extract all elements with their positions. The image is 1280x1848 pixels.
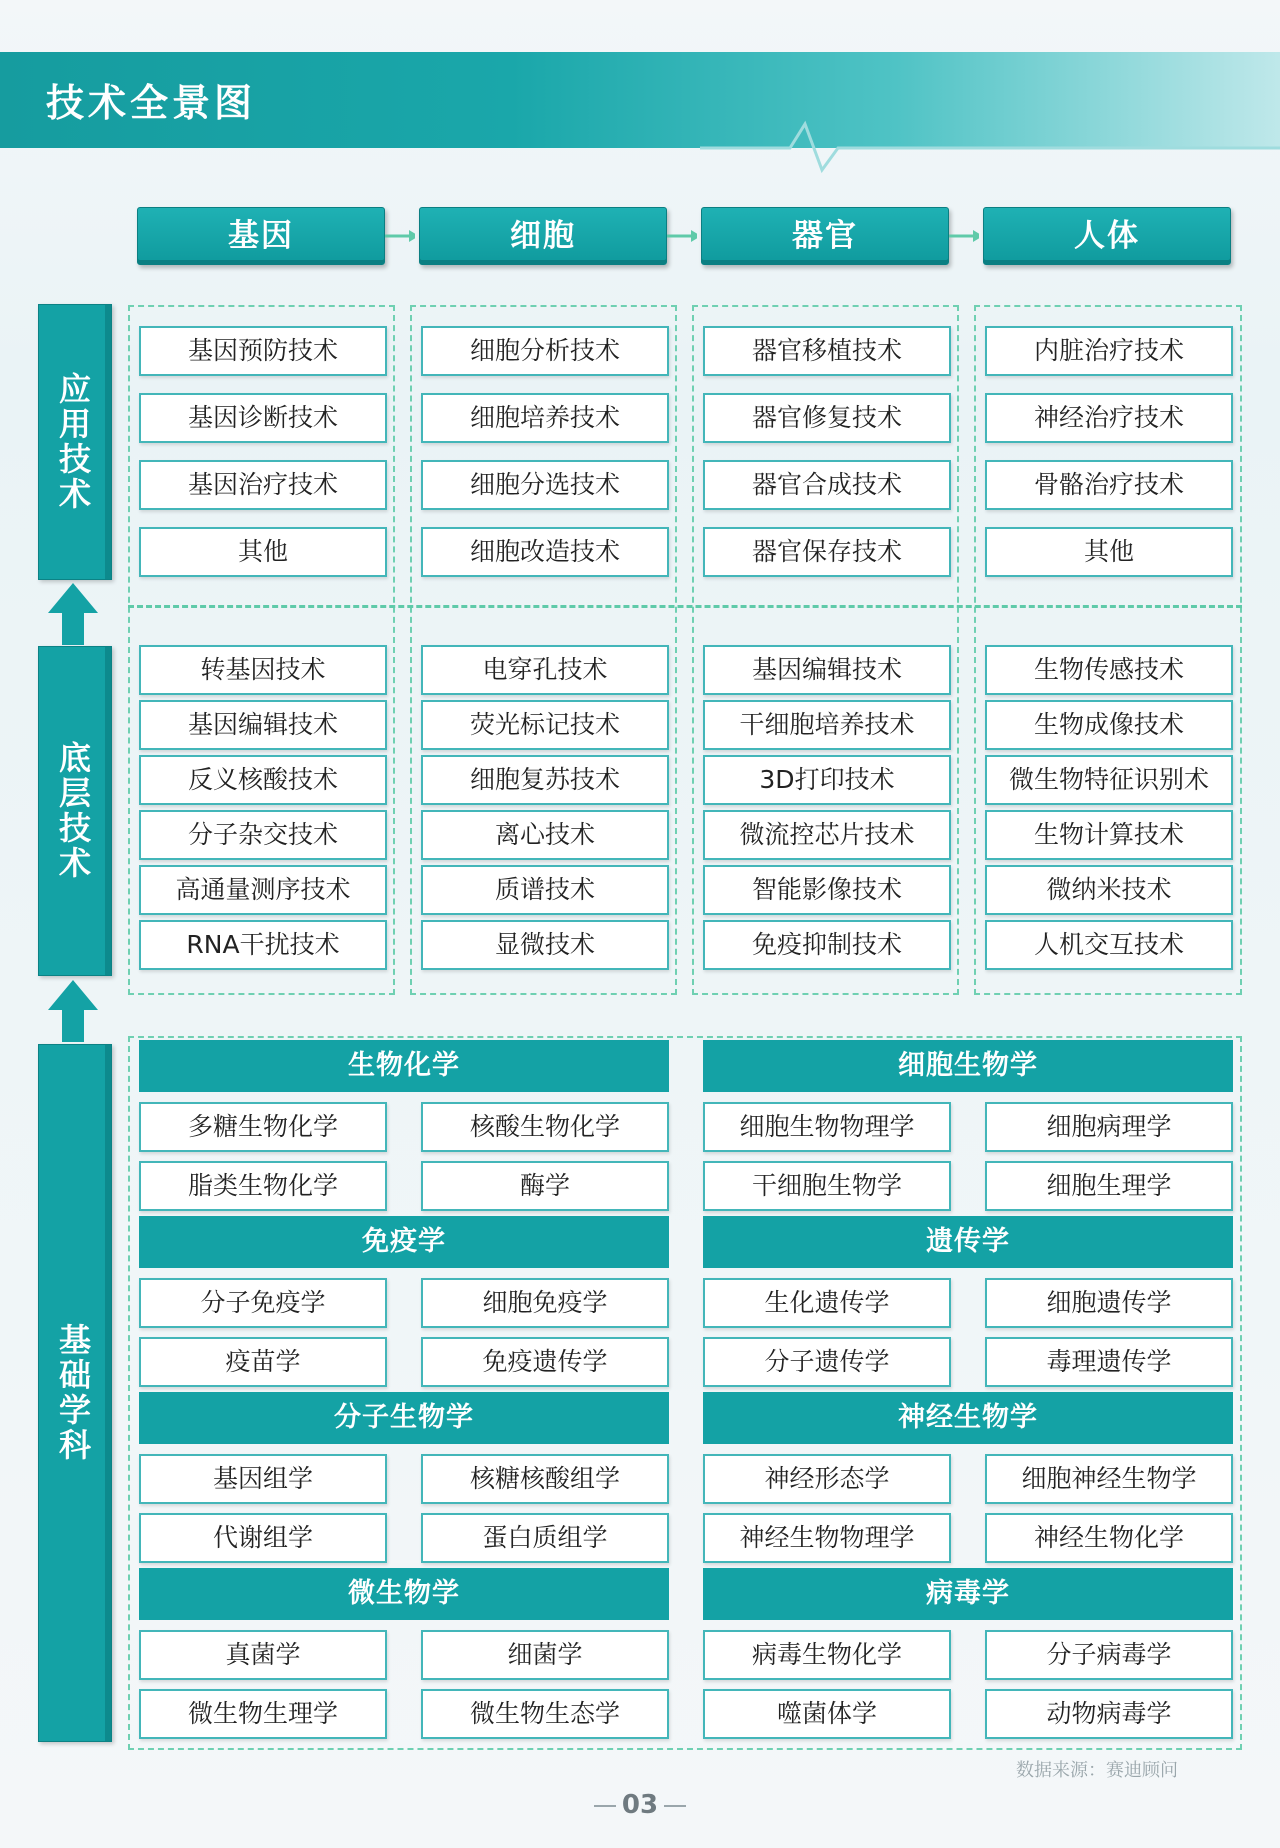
discipline-header: 神经生物学 bbox=[703, 1392, 1233, 1444]
foundation-tech-box: 荧光标记技术 bbox=[421, 700, 669, 750]
application-tech-box: 细胞改造技术 bbox=[421, 527, 669, 577]
foundation-tech-box: 离心技术 bbox=[421, 810, 669, 860]
up-arrow-icon bbox=[48, 583, 98, 645]
application-tech-box: 基因治疗技术 bbox=[139, 460, 387, 510]
application-tech-box: 基因诊断技术 bbox=[139, 393, 387, 443]
application-tech-box: 基因预防技术 bbox=[139, 326, 387, 376]
foundation-tech-box: 生物传感技术 bbox=[985, 645, 1233, 695]
application-tech-box: 细胞培养技术 bbox=[421, 393, 669, 443]
foundation-tech-box: 微纳米技术 bbox=[985, 865, 1233, 915]
foundation-tech-box: 微生物特征识别术 bbox=[985, 755, 1233, 805]
stage-header-0: 基因 bbox=[137, 207, 385, 265]
foundation-tech-box: 微流控芯片技术 bbox=[703, 810, 951, 860]
stage-header-3: 人体 bbox=[983, 207, 1231, 265]
sidebar-application-label: 应用技术 bbox=[58, 370, 91, 513]
application-tech-box: 器官移植技术 bbox=[703, 326, 951, 376]
section-divider bbox=[128, 605, 1242, 608]
foundation-tech-box: 人机交互技术 bbox=[985, 920, 1233, 970]
discipline-item: 噬菌体学 bbox=[703, 1689, 951, 1739]
discipline-header: 免疫学 bbox=[139, 1216, 669, 1268]
discipline-item: 多糖生物化学 bbox=[139, 1102, 387, 1152]
discipline-item: 真菌学 bbox=[139, 1630, 387, 1680]
foundation-tech-box: 智能影像技术 bbox=[703, 865, 951, 915]
page-number-text: 03 bbox=[621, 1790, 659, 1820]
application-tech-box: 细胞分选技术 bbox=[421, 460, 669, 510]
data-source: 数据来源：赛迪顾问 bbox=[1016, 1760, 1178, 1781]
sidebar-application bbox=[38, 304, 112, 580]
discipline-item: 神经生物化学 bbox=[985, 1513, 1233, 1563]
discipline-header: 生物化学 bbox=[139, 1040, 669, 1092]
foundation-tech-box: 反义核酸技术 bbox=[139, 755, 387, 805]
discipline-item: 酶学 bbox=[421, 1161, 669, 1211]
discipline-item: 蛋白质组学 bbox=[421, 1513, 669, 1563]
stage-header-1: 细胞 bbox=[419, 207, 667, 265]
discipline-item: 微生物生理学 bbox=[139, 1689, 387, 1739]
foundation-tech-box: 基因编辑技术 bbox=[139, 700, 387, 750]
discipline-item: 基因组学 bbox=[139, 1454, 387, 1504]
discipline-item: 脂类生物化学 bbox=[139, 1161, 387, 1211]
discipline-header: 细胞生物学 bbox=[703, 1040, 1233, 1092]
discipline-item: 神经形态学 bbox=[703, 1454, 951, 1504]
page-number bbox=[0, 1790, 1280, 1820]
arrow-right-icon bbox=[667, 227, 697, 245]
arrow-right-icon bbox=[949, 227, 979, 245]
discipline-header: 分子生物学 bbox=[139, 1392, 669, 1444]
foundation-tech-box: 细胞复苏技术 bbox=[421, 755, 669, 805]
discipline-item: 分子免疫学 bbox=[139, 1278, 387, 1328]
application-tech-box: 内脏治疗技术 bbox=[985, 326, 1233, 376]
discipline-item: 细胞神经生物学 bbox=[985, 1454, 1233, 1504]
foundation-tech-box: 高通量测序技术 bbox=[139, 865, 387, 915]
sidebar-foundation-label: 底层技术 bbox=[58, 739, 91, 882]
foundation-tech-box: 生物计算技术 bbox=[985, 810, 1233, 860]
banner-pulse-line bbox=[700, 118, 1280, 178]
application-tech-box: 器官保存技术 bbox=[703, 527, 951, 577]
discipline-item: 细胞生理学 bbox=[985, 1161, 1233, 1211]
up-arrow-icon bbox=[48, 980, 98, 1042]
foundation-tech-box: 显微技术 bbox=[421, 920, 669, 970]
discipline-item: 细菌学 bbox=[421, 1630, 669, 1680]
discipline-item: 毒理遗传学 bbox=[985, 1337, 1233, 1387]
discipline-item: 动物病毒学 bbox=[985, 1689, 1233, 1739]
discipline-item: 微生物生态学 bbox=[421, 1689, 669, 1739]
application-tech-box: 其他 bbox=[139, 527, 387, 577]
discipline-item: 生化遗传学 bbox=[703, 1278, 951, 1328]
application-tech-box: 器官合成技术 bbox=[703, 460, 951, 510]
application-tech-box: 细胞分析技术 bbox=[421, 326, 669, 376]
discipline-item: 代谢组学 bbox=[139, 1513, 387, 1563]
discipline-item: 细胞病理学 bbox=[985, 1102, 1233, 1152]
foundation-tech-box: 基因编辑技术 bbox=[703, 645, 951, 695]
discipline-item: 病毒生物化学 bbox=[703, 1630, 951, 1680]
discipline-item: 核酸生物化学 bbox=[421, 1102, 669, 1152]
discipline-item: 细胞遗传学 bbox=[985, 1278, 1233, 1328]
foundation-tech-box: 生物成像技术 bbox=[985, 700, 1233, 750]
application-tech-box: 神经治疗技术 bbox=[985, 393, 1233, 443]
discipline-item: 分子遗传学 bbox=[703, 1337, 951, 1387]
discipline-item: 神经生物物理学 bbox=[703, 1513, 951, 1563]
foundation-tech-box: 3D打印技术 bbox=[703, 755, 951, 805]
discipline-item: 核糖核酸组学 bbox=[421, 1454, 669, 1504]
page-title: 技术全景图 bbox=[46, 81, 257, 125]
stage-header-2: 器官 bbox=[701, 207, 949, 265]
application-tech-box: 骨骼治疗技术 bbox=[985, 460, 1233, 510]
foundation-tech-box: 干细胞培养技术 bbox=[703, 700, 951, 750]
discipline-item: 细胞免疫学 bbox=[421, 1278, 669, 1328]
foundation-tech-box: 电穿孔技术 bbox=[421, 645, 669, 695]
discipline-item: 分子病毒学 bbox=[985, 1630, 1233, 1680]
foundation-tech-box: 免疫抑制技术 bbox=[703, 920, 951, 970]
application-tech-box: 其他 bbox=[985, 527, 1233, 577]
sidebar-foundation bbox=[38, 646, 112, 976]
sidebar-basic-disciplines bbox=[38, 1044, 112, 1742]
sidebar-basic-label: 基础学科 bbox=[58, 1321, 91, 1464]
discipline-item: 干细胞生物学 bbox=[703, 1161, 951, 1211]
discipline-header: 病毒学 bbox=[703, 1568, 1233, 1620]
application-tech-box: 器官修复技术 bbox=[703, 393, 951, 443]
discipline-header: 遗传学 bbox=[703, 1216, 1233, 1268]
foundation-tech-box: 分子杂交技术 bbox=[139, 810, 387, 860]
discipline-item: 免疫遗传学 bbox=[421, 1337, 669, 1387]
foundation-tech-box: 转基因技术 bbox=[139, 645, 387, 695]
discipline-item: 细胞生物物理学 bbox=[703, 1102, 951, 1152]
foundation-tech-box: RNA干扰技术 bbox=[139, 920, 387, 970]
discipline-header: 微生物学 bbox=[139, 1568, 669, 1620]
discipline-item: 疫苗学 bbox=[139, 1337, 387, 1387]
foundation-tech-box: 质谱技术 bbox=[421, 865, 669, 915]
arrow-right-icon bbox=[385, 227, 415, 245]
